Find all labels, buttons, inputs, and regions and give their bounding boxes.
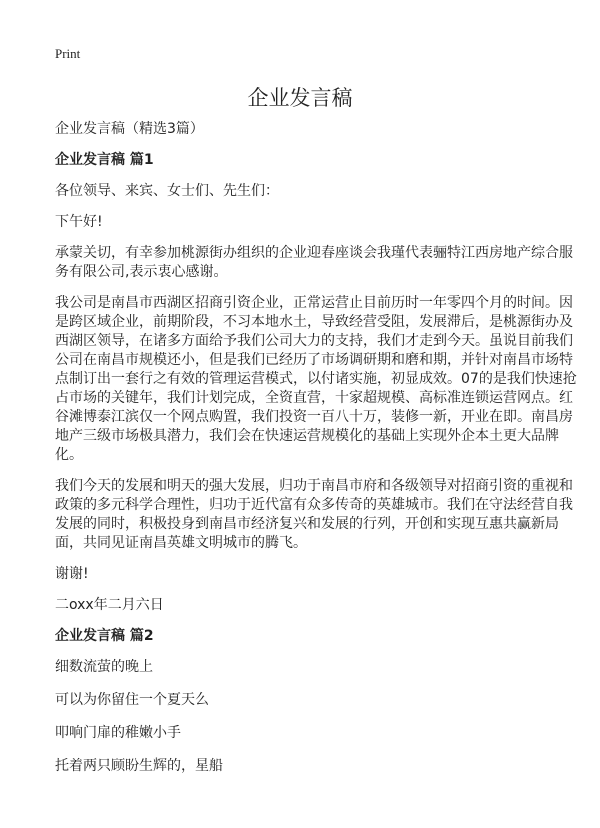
paragraph: 谢谢!: [55, 566, 89, 582]
paragraph: 下午好!: [55, 214, 103, 230]
paragraph: 承蒙关切，有幸参加桃源街办组织的企业迎春座谈会我瑾代表骊特江西房地产综合服务有限公司,表示衷心感谢。: [55, 245, 573, 280]
paragraph: 我公司是南昌市西湖区招商引资企业，正常运营止目前历时一年零四个月的时间。因是跨区域企业，前期阶段，不习本地水土，导致经营受阻，发展滞后，是桃源街办及西湖区领导，在诸多方面给予我们公司大力的支持，我们才走到今天。虽说目前我们公司在南昌市规模还小，但是我们已经历了市场调研期和磨和期，并针对南昌市场特点制订出一套行之有效的管理运营模式，以付诸实施，初显成效。07的是我们快速抢占市场的关键年，我们计划完成，全资直营，十家超规模、高标准连锁运营网点。红谷滩博泰江滨仅一个网点购置，我们投资一百八十万，装修一新，开业在即。南昌房地产三级市场极具潜力，我们会在快速运营规模化的基础上实现外企本土更大品牌化。: [55, 295, 577, 463]
paragraph: 我们今天的发展和明天的强大发展，归功于南昌市府和各级领导对招商引资的重视和政策的多元科学合理性，归功于近代富有众多传奇的英雄城市。我们在守法经营自我发展的同时，积极投身到南昌市经济复兴和发展的行列，开创和实现互惠共赢新局面，共同见证南昌英雄文明城市的腾飞。: [55, 478, 573, 551]
document-body: [55, 120, 577, 790]
poem-line: 可以为你留住一个夏天么: [55, 692, 209, 708]
paragraph: 各位领导、来宾、女士们、先生们：: [55, 183, 279, 199]
poem-line: 托着两只顾盼生辉的，星船: [55, 758, 223, 774]
poem-line: 叩响门扉的稚嫩小手: [55, 725, 181, 741]
page-title: 企业发言稿: [247, 86, 353, 110]
section-heading-1: 企业发言稿 篇1: [55, 152, 154, 168]
document-subtitle: 企业发言稿（精选3篇）: [55, 121, 204, 137]
print-link[interactable]: Print: [55, 46, 81, 61]
poem: [55, 658, 577, 776]
date-line: 二oxx年二月六日: [55, 597, 164, 613]
section-heading-2: 企业发言稿 篇2: [55, 628, 154, 644]
poem-line: 细数流萤的晚上: [55, 659, 153, 675]
